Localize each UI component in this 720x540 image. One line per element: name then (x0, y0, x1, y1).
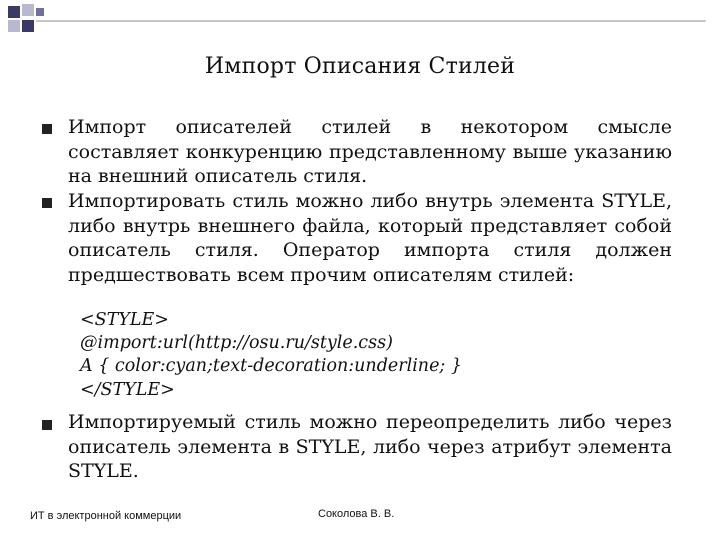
code-line: <STYLE> (80, 310, 169, 330)
bullet-icon (42, 198, 52, 208)
corner-square (22, 4, 34, 16)
corner-square (8, 20, 20, 32)
code-line: @import:url(http://osu.ru/style.css) (80, 333, 393, 354)
code-line: A { color:cyan;text-decoration:underline; } (80, 356, 463, 377)
bullet-icon (42, 420, 52, 430)
footer-course-name: ИТ в электронной коммерции (30, 510, 182, 522)
footer-author: Соколова В. В. (318, 508, 395, 520)
top-rule (36, 20, 706, 22)
bullet-icon (42, 124, 52, 134)
paragraph-2: Импортировать стиль можно либо внутрь элемента STYLE, либо внутрь внешнего файла, который представляет собой описатель стиля. Оператор импорта стиля должен предшествовать всем прочим описателям стилей: (68, 190, 672, 286)
code-block (80, 309, 680, 402)
corner-square (22, 20, 34, 32)
paragraph-1: Импорт описателей стилей в некотором смысле составляет конкуренцию представленному выше указанию на внешний описатель стиля. (68, 116, 672, 187)
slide-title: Импорт Описания Стилей (204, 54, 516, 79)
corner-square (36, 8, 44, 16)
paragraph-3: Импортируемый стиль можно переопределить либо через описатель элемента в STYLE, либо через атрибут элемента STYLE. (68, 411, 672, 482)
code-line: </STYLE> (80, 379, 175, 400)
corner-square (8, 6, 20, 18)
